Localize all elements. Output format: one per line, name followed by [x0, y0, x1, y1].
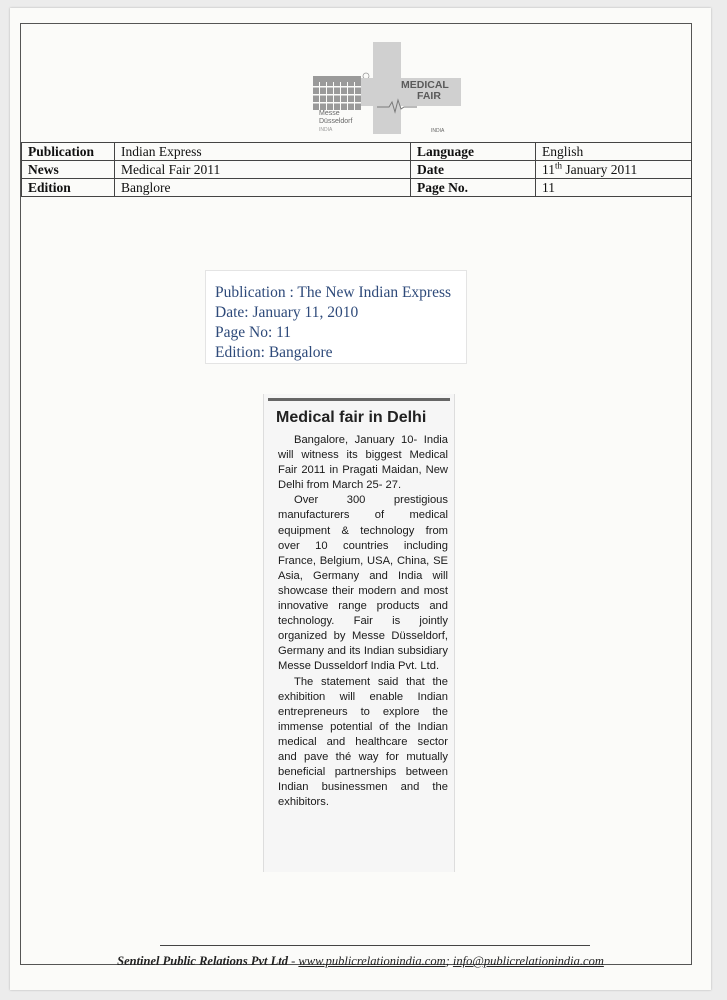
- date-rest: January 2011: [562, 161, 638, 177]
- footer-separator: ;: [445, 954, 453, 968]
- messe-sub: INDIA: [319, 127, 333, 133]
- clipping-source-stamp: [205, 270, 467, 364]
- fair-line2: FAIR: [417, 90, 441, 102]
- publication-value: Indian Express: [115, 143, 411, 161]
- news-value: Medical Fair 2011: [115, 161, 411, 179]
- news-label: News: [22, 161, 115, 179]
- footer-divider: [160, 945, 590, 946]
- article-paragraph: Bangalore, January 10- India will witness its biggest Medical Fair 2011 in Pragati Maidan, New Delhi from March 25- 27.: [278, 434, 448, 492]
- date-value: [536, 161, 692, 179]
- messe-name: Messe: [319, 110, 340, 117]
- footer-website-link[interactable]: www.publicrelationindia.com: [298, 954, 446, 968]
- edition-value: Banglore: [115, 179, 411, 197]
- table-row: [22, 143, 692, 161]
- document-page: [10, 8, 711, 990]
- article-headline: Medical fair in Delhi: [268, 398, 450, 431]
- article-paragraph: The statement said that the exhibition will enable Indian entrepreneurs to explore the immense potential of the Indian medical and healthcare sector and pave thé way for mutually beneficial partnerships between Indian businessmen and the exhibitors.: [278, 675, 448, 809]
- date-label: Date: [411, 161, 536, 179]
- language-value: English: [536, 143, 692, 161]
- messe-logo-text: [319, 110, 352, 134]
- article-body: [264, 431, 454, 810]
- fair-country: INDIA: [431, 128, 445, 134]
- table-row: [22, 179, 692, 197]
- publication-info-table: [21, 142, 692, 197]
- clipping-date: Date: January 11, 2010: [215, 304, 359, 321]
- clipping-edition: Edition: Bangalore: [215, 344, 333, 361]
- footer: [10, 954, 711, 969]
- logo-area: [303, 34, 473, 132]
- news-article-clipping: [263, 394, 455, 872]
- footer-email-link[interactable]: info@publicrelationindia.com: [452, 954, 604, 968]
- article-paragraph: Over 300 prestigious manufacturers of medical equipment & technology from over 10 countries including France, Belgium, USA, China, SE Asia, Germany and India will showcase their modern and most innovative range products and technology. Fair is jointly organized by Messe Düsseldorf, Germany and its Indian subsidiary Messe Dusseldorf India Pvt. Ltd.: [278, 494, 448, 673]
- heartbeat-icon: [377, 98, 417, 114]
- clipping-publication: Publication : The New Indian Express: [215, 284, 452, 301]
- clipping-page: Page No: 11: [215, 324, 292, 341]
- date-day: 11: [542, 161, 555, 177]
- date-ordinal: th: [555, 160, 563, 170]
- table-row: [22, 161, 692, 179]
- fair-line1: MEDICAL: [401, 79, 449, 91]
- language-label: Language: [411, 143, 536, 161]
- page-no-value: 11: [536, 179, 692, 197]
- footer-separator: -: [287, 954, 299, 968]
- messe-city: Düsseldorf: [319, 118, 353, 125]
- footer-company: Sentinel Public Relations Pvt Ltd: [117, 954, 288, 968]
- page-no-label: Page No.: [411, 179, 536, 197]
- edition-label: Edition: [22, 179, 115, 197]
- publication-label: Publication: [22, 143, 115, 161]
